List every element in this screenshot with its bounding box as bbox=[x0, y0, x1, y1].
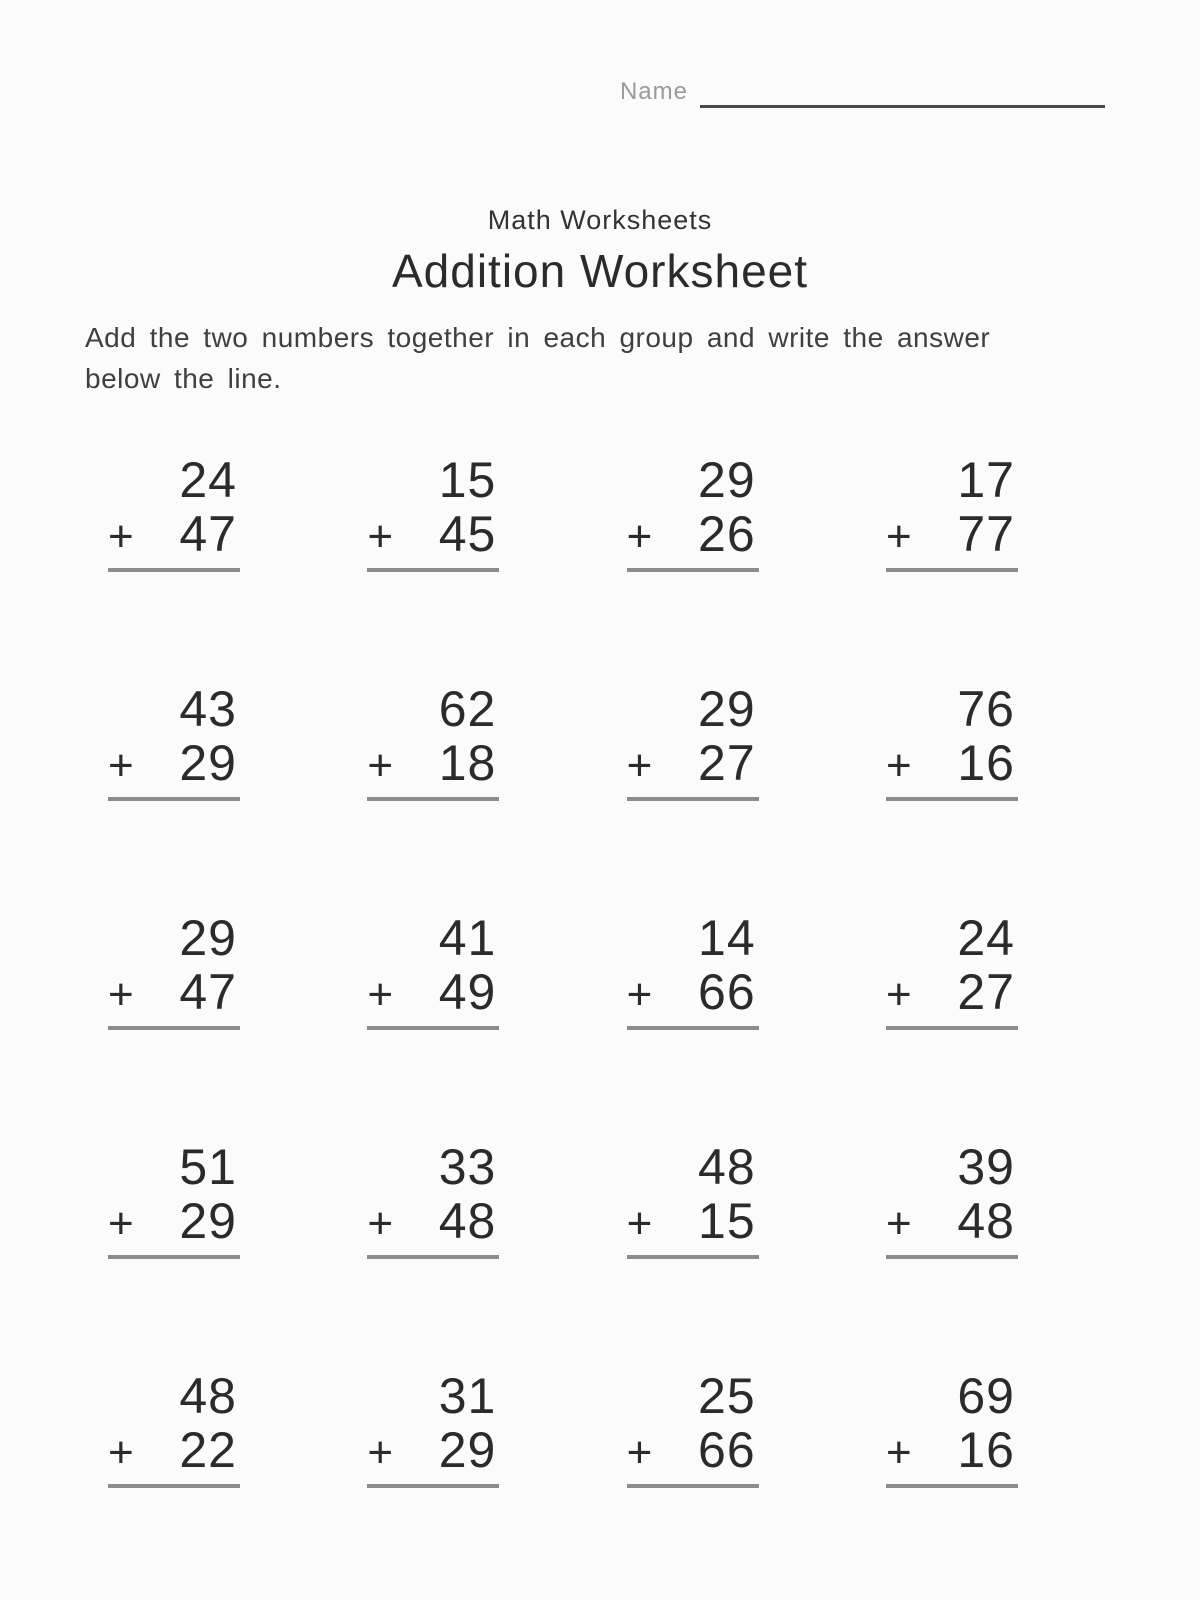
plus-sign: + bbox=[108, 970, 135, 1019]
addition-problem bbox=[367, 1368, 499, 1488]
worksheet-header bbox=[0, 205, 1200, 298]
bottom-addend: 77 bbox=[957, 506, 1015, 562]
bottom-addend: 18 bbox=[438, 735, 497, 791]
plus-sign: + bbox=[367, 741, 395, 790]
answer-line bbox=[886, 797, 1018, 801]
name-blank-line bbox=[700, 83, 1105, 108]
bottom-addend-row bbox=[367, 506, 499, 562]
top-addend: 15 bbox=[438, 452, 497, 508]
bottom-addend-row bbox=[626, 964, 759, 1020]
top-addend: 31 bbox=[438, 1368, 497, 1424]
bottom-addend-row bbox=[626, 1193, 759, 1249]
bottom-addend-row bbox=[108, 506, 240, 562]
answer-line bbox=[886, 568, 1018, 572]
plus-sign: + bbox=[367, 1428, 395, 1477]
bottom-addend: 29 bbox=[179, 1193, 237, 1249]
answer-line bbox=[627, 1484, 759, 1488]
answer-line bbox=[108, 1255, 240, 1259]
answer-line bbox=[367, 568, 499, 572]
addition-problem bbox=[885, 910, 1018, 1030]
addition-problem bbox=[626, 1368, 759, 1488]
top-addend: 24 bbox=[957, 910, 1015, 966]
top-addend: 29 bbox=[179, 910, 237, 966]
bottom-addend: 47 bbox=[179, 506, 237, 562]
addition-problem bbox=[108, 1368, 240, 1488]
answer-line bbox=[627, 568, 759, 572]
top-addend: 24 bbox=[179, 452, 237, 508]
top-addend: 48 bbox=[698, 1139, 756, 1195]
bottom-addend-row bbox=[626, 735, 759, 791]
addition-problem bbox=[885, 1139, 1018, 1259]
top-addend: 39 bbox=[957, 1139, 1015, 1195]
plus-sign: + bbox=[885, 741, 913, 790]
bottom-addend-row bbox=[367, 1193, 499, 1249]
plus-sign: + bbox=[108, 741, 135, 790]
answer-line bbox=[108, 797, 240, 801]
plus-sign: + bbox=[626, 741, 654, 790]
plus-sign: + bbox=[367, 512, 395, 561]
bottom-addend: 27 bbox=[957, 964, 1015, 1020]
answer-line bbox=[886, 1026, 1018, 1030]
plus-sign: + bbox=[885, 1428, 913, 1477]
bottom-addend: 15 bbox=[698, 1193, 756, 1249]
bottom-addend-row bbox=[885, 964, 1018, 1020]
addition-problem bbox=[885, 1368, 1018, 1488]
answer-line bbox=[627, 797, 759, 801]
answer-line bbox=[627, 1255, 759, 1259]
answer-line bbox=[367, 1484, 499, 1488]
addition-problem bbox=[626, 1139, 759, 1259]
bottom-addend-row bbox=[885, 735, 1018, 791]
plus-sign: + bbox=[108, 512, 135, 561]
plus-sign: + bbox=[626, 1199, 654, 1248]
addition-problem bbox=[367, 910, 499, 1030]
bottom-addend-row bbox=[885, 506, 1018, 562]
top-addend: 14 bbox=[698, 910, 756, 966]
plus-sign: + bbox=[885, 512, 913, 561]
bottom-addend: 29 bbox=[179, 735, 237, 791]
top-addend: 51 bbox=[179, 1139, 237, 1195]
plus-sign: + bbox=[626, 1428, 654, 1477]
bottom-addend-row bbox=[367, 964, 499, 1020]
addition-problem bbox=[626, 452, 759, 572]
bottom-addend-row bbox=[367, 1422, 499, 1478]
bottom-addend: 49 bbox=[438, 964, 497, 1020]
page-title: Addition Worksheet bbox=[391, 245, 809, 297]
instructions-text: Add the two numbers together in each group and write the answer below the line. bbox=[85, 322, 991, 394]
answer-line bbox=[367, 1255, 499, 1259]
bottom-addend-row bbox=[108, 1422, 240, 1478]
addition-problem bbox=[108, 910, 240, 1030]
top-addend: 48 bbox=[179, 1368, 237, 1424]
plus-sign: + bbox=[108, 1428, 135, 1477]
bottom-addend-row bbox=[108, 735, 240, 791]
bottom-addend: 66 bbox=[698, 1422, 756, 1478]
problems-grid bbox=[108, 452, 1018, 1488]
answer-line bbox=[886, 1255, 1018, 1259]
plus-sign: + bbox=[626, 512, 654, 561]
top-addend: 29 bbox=[698, 681, 756, 737]
plus-sign: + bbox=[885, 1199, 913, 1248]
bottom-addend-row bbox=[108, 964, 240, 1020]
top-addend: 33 bbox=[438, 1139, 497, 1195]
plus-sign: + bbox=[367, 970, 395, 1019]
addition-problem bbox=[367, 681, 499, 801]
plus-sign: + bbox=[626, 970, 654, 1019]
addition-problem bbox=[108, 452, 240, 572]
answer-line bbox=[108, 1484, 240, 1488]
bottom-addend: 16 bbox=[957, 735, 1015, 791]
site-header: Math Worksheets bbox=[487, 205, 713, 235]
answer-line bbox=[367, 797, 499, 801]
bottom-addend-row bbox=[885, 1193, 1018, 1249]
top-addend: 25 bbox=[698, 1368, 756, 1424]
bottom-addend: 66 bbox=[698, 964, 756, 1020]
bottom-addend: 26 bbox=[698, 506, 756, 562]
bottom-addend-row bbox=[626, 1422, 759, 1478]
bottom-addend: 22 bbox=[179, 1422, 237, 1478]
answer-line bbox=[108, 568, 240, 572]
answer-line bbox=[367, 1026, 499, 1030]
addition-problem bbox=[108, 1139, 240, 1259]
top-addend: 76 bbox=[957, 681, 1015, 737]
bottom-addend: 16 bbox=[957, 1422, 1015, 1478]
bottom-addend: 48 bbox=[957, 1193, 1015, 1249]
top-addend: 17 bbox=[957, 452, 1015, 508]
addition-problem bbox=[885, 681, 1018, 801]
bottom-addend: 29 bbox=[438, 1422, 497, 1478]
addition-problem bbox=[626, 910, 759, 1030]
top-addend: 29 bbox=[698, 452, 756, 508]
addition-problem bbox=[108, 681, 240, 801]
name-row bbox=[620, 78, 1105, 108]
bottom-addend-row bbox=[885, 1422, 1018, 1478]
top-addend: 43 bbox=[179, 681, 237, 737]
bottom-addend-row bbox=[626, 506, 759, 562]
bottom-addend: 27 bbox=[698, 735, 756, 791]
bottom-addend: 45 bbox=[438, 506, 497, 562]
addition-problem bbox=[367, 452, 499, 572]
top-addend: 41 bbox=[438, 910, 497, 966]
name-label: Name bbox=[619, 78, 688, 105]
answer-line bbox=[886, 1484, 1018, 1488]
bottom-addend: 48 bbox=[438, 1193, 497, 1249]
plus-sign: + bbox=[885, 970, 913, 1019]
bottom-addend-row bbox=[367, 735, 499, 791]
top-addend: 69 bbox=[957, 1368, 1015, 1424]
plus-sign: + bbox=[367, 1199, 395, 1248]
top-addend: 62 bbox=[438, 681, 497, 737]
answer-line bbox=[627, 1026, 759, 1030]
answer-line bbox=[108, 1026, 240, 1030]
addition-problem bbox=[367, 1139, 499, 1259]
bottom-addend-row bbox=[108, 1193, 240, 1249]
bottom-addend: 47 bbox=[179, 964, 237, 1020]
addition-problem bbox=[626, 681, 759, 801]
plus-sign: + bbox=[108, 1199, 135, 1248]
addition-problem bbox=[885, 452, 1018, 572]
